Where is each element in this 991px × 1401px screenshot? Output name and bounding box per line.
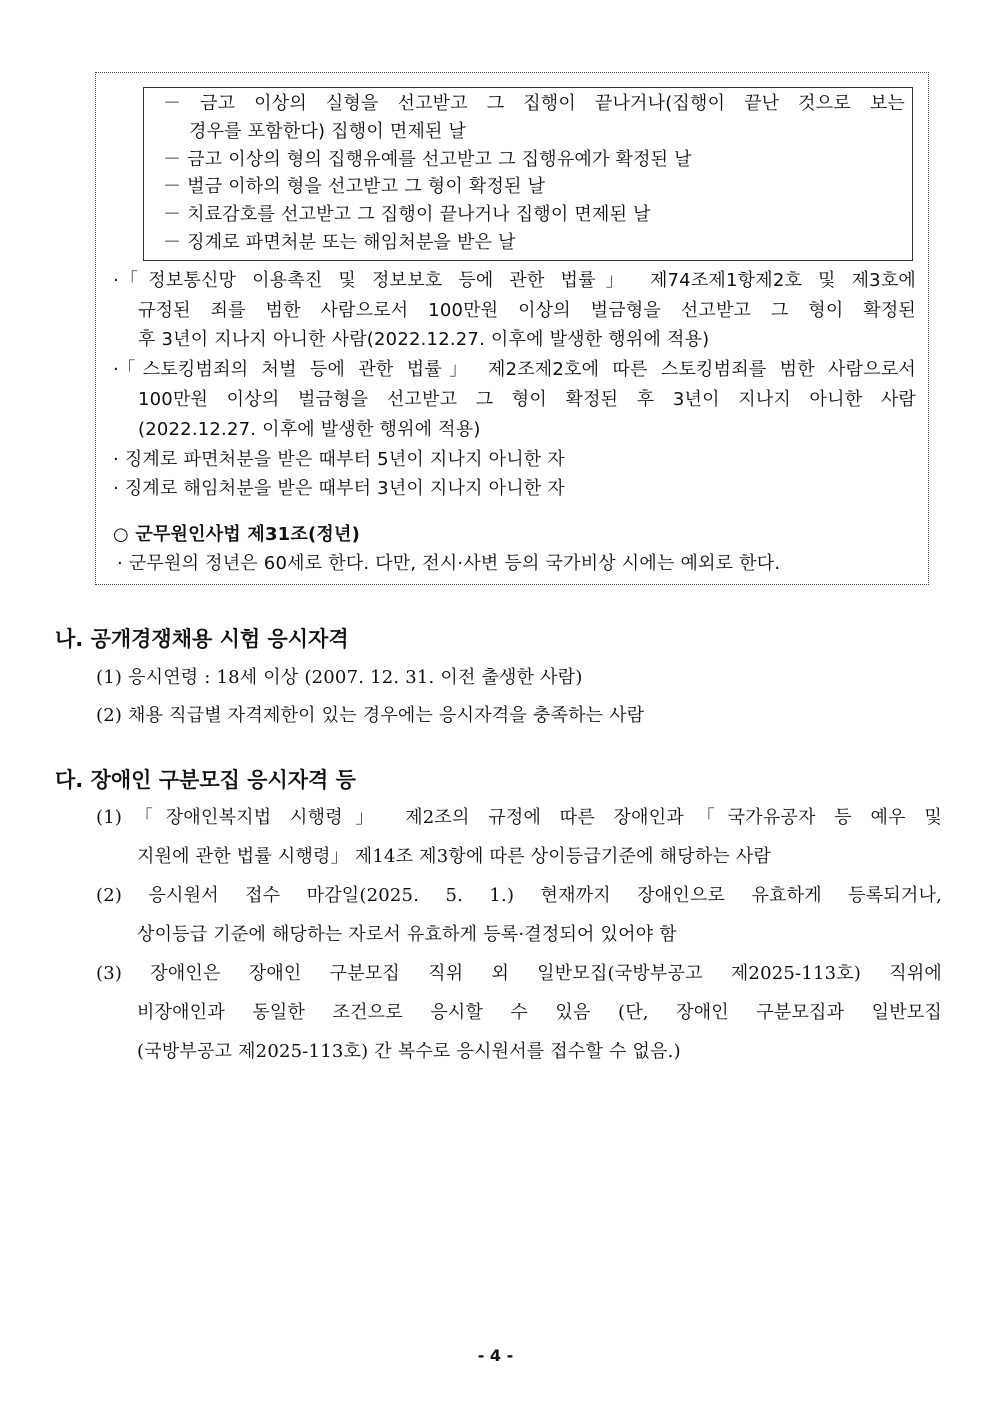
section-text: · 군무원의 정년은 60세로 한다. 다만, 전시·사변 등의 국가비상 시에는 예외로 한다. bbox=[117, 553, 781, 574]
list-item: 경우를 포함한다) 집행이 면제된 날 bbox=[189, 121, 467, 142]
heading-da: 다. 장애인 구분모집 응시자격 등 bbox=[55, 768, 356, 792]
list-item: (1) 응시연령 : 18세 이상 (2007. 12. 31. 이전 출생한 사람) bbox=[96, 667, 583, 688]
list-item: (국방부공고 제2025-113호) 간 복수로 응시원서를 접수할 수 없음.) bbox=[137, 1041, 681, 1062]
list-item: · 징계로 파면처분을 받은 때부터 5년이 지나지 아니한 자 bbox=[113, 449, 565, 470]
list-item: － 징계로 파면처분 또는 해임처분을 받은 날 bbox=[163, 232, 516, 253]
list-item: － 금고 이상의 형의 집행유예를 선고받고 그 집행유예가 확정된 날 bbox=[163, 149, 692, 170]
list-item: ·「정보통신망 이용촉진 및 정보보호 등에 관한 법률」 제74조제1항제2호 및 제3호에 bbox=[113, 270, 916, 291]
list-item: (2022.12.27. 이후에 발생한 행위에 적용) bbox=[138, 419, 481, 440]
list-item: － 금고 이상의 실형을 선고받고 그 집행이 끝나거나(집행이 끝난 것으로 보는 bbox=[163, 93, 905, 114]
list-item: 후 3년이 지나지 아니한 사람(2022.12.27. 이후에 발생한 행위에 적용) bbox=[138, 329, 710, 350]
list-item: 지원에 관한 법률 시행령」 제14조 제3항에 따른 상이등급기준에 해당하는 사람 bbox=[137, 846, 772, 867]
list-item: 100만원 이상의 벌금형을 선고받고 그 형이 확정된 후 3년이 지나지 아니한 사람 bbox=[138, 389, 916, 410]
list-item: (2) 응시원서 접수 마감일(2025. 5. 1.) 현재까지 장애인으로 유효하게 등록되거나, bbox=[96, 885, 942, 906]
page-number: - 4 - bbox=[477, 1346, 514, 1365]
list-item: · 징계로 해임처분을 받은 때부터 3년이 지나지 아니한 자 bbox=[113, 478, 565, 499]
list-item: (1)「장애인복지법 시행령」 제2조의 규정에 따른 장애인과「국가유공자 등 예우 및 bbox=[96, 807, 942, 828]
heading-na: 나. 공개경쟁채용 시험 응시자격 bbox=[55, 627, 349, 651]
list-item: ·「스토킹범죄의 처벌 등에 관한 법률」 제2조제2호에 따른 스토킹범죄를 범한 사람으로서 bbox=[113, 359, 916, 380]
list-item: － 벌금 이하의 형을 선고받고 그 형이 확정된 날 bbox=[163, 176, 546, 197]
list-item: 비장애인과 동일한 조건으로 응시할 수 있음 (단, 장애인 구분모집과 일반모집 bbox=[137, 1002, 942, 1023]
list-item: － 치료감호를 선고받고 그 집행이 끝나거나 집행이 면제된 날 bbox=[163, 204, 651, 225]
section-title: ○ 군무원인사법 제31조(정년) bbox=[113, 524, 361, 545]
list-item: 상이등급 기준에 해당하는 자로서 유효하게 등록·결정되어 있어야 함 bbox=[137, 924, 677, 945]
list-item: 규정된 죄를 범한 사람으로서 100만원 이상의 벌금형을 선고받고 그 형이 확정된 bbox=[138, 300, 916, 321]
list-item: (2) 채용 직급별 자격제한이 있는 경우에는 응시자격을 충족하는 사람 bbox=[96, 705, 645, 726]
list-item: (3) 장애인은 장애인 구분모집 직위 외 일반모집(국방부공고 제2025-113호) 직위에 bbox=[96, 963, 942, 984]
